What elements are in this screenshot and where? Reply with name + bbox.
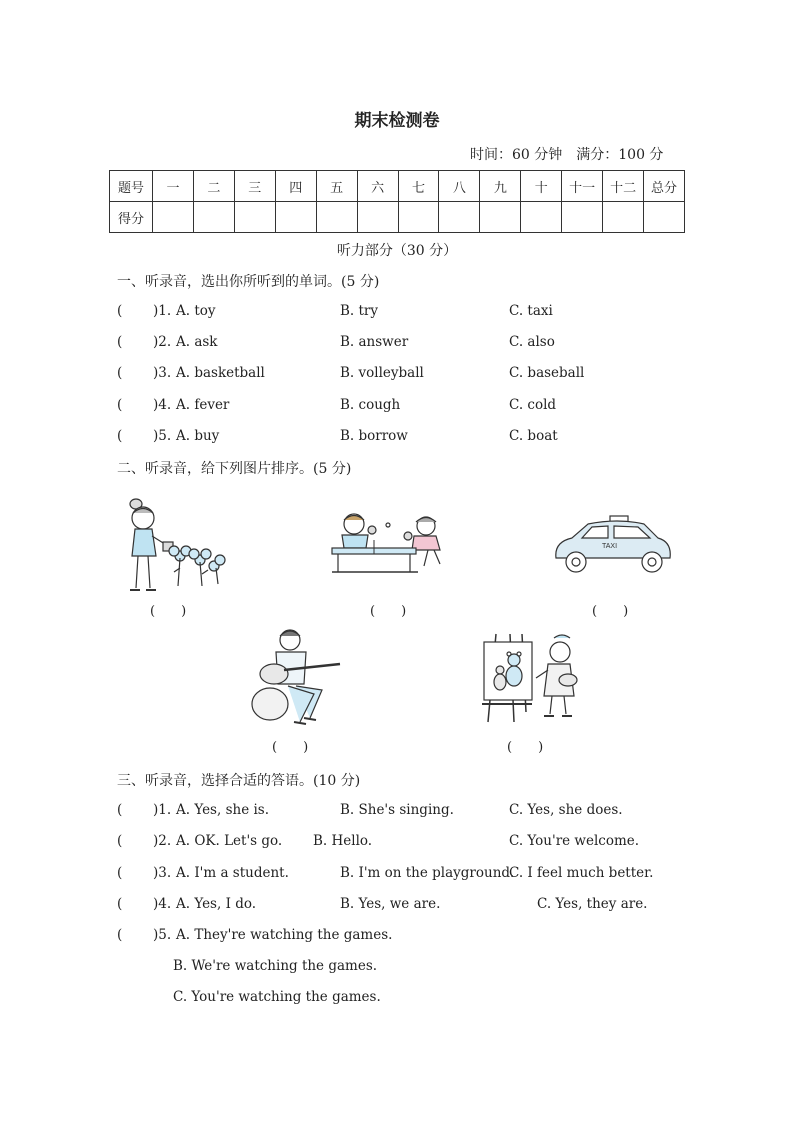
score-row-label: 得分 (110, 202, 153, 233)
order-blank[interactable]: ( ) (592, 604, 629, 619)
time-info: 时间：60 分钟 满分：100 分 (470, 147, 664, 163)
score-cell[interactable] (193, 202, 234, 233)
option-a: A. fever (176, 397, 230, 413)
question-number: )3. (153, 365, 172, 381)
answer-paren[interactable]: ( (117, 927, 123, 943)
option-a: A. They're watching the games. (176, 927, 393, 943)
score-header-label: 题号 (110, 171, 153, 202)
question-number: )2. (153, 334, 172, 350)
option-c: C. also (509, 334, 555, 350)
question-number: )1. (153, 802, 172, 818)
score-cell[interactable] (316, 202, 357, 233)
score-col: 总分 (644, 171, 685, 202)
section1-heading: 一、听录音，选出你所听到的单词。(5 分) (117, 274, 380, 290)
score-col: 二 (193, 171, 234, 202)
score-col: 十二 (603, 171, 644, 202)
score-cell[interactable] (603, 202, 644, 233)
page-title: 期末检测卷 (354, 111, 440, 131)
option-a: A. buy (176, 428, 220, 444)
question-number: )4. (153, 896, 172, 912)
answer-paren[interactable]: ( (117, 896, 123, 912)
ping-pong-picture (328, 510, 450, 578)
score-table (109, 170, 685, 233)
score-cell[interactable] (398, 202, 439, 233)
answer-paren[interactable]: ( (117, 833, 123, 849)
score-cell[interactable] (275, 202, 316, 233)
option-c: C. Yes, she does. (509, 802, 623, 818)
order-blank[interactable]: ( ) (507, 740, 544, 755)
option-b: B. cough (340, 397, 401, 413)
option-a: A. toy (176, 303, 216, 319)
answer-paren[interactable]: ( (117, 303, 123, 319)
score-col: 十一 (562, 171, 603, 202)
score-table-header-row (110, 171, 685, 202)
answer-paren[interactable]: ( (117, 334, 123, 350)
option-c: C. taxi (509, 303, 553, 319)
score-col: 五 (316, 171, 357, 202)
part-title: 听力部分（30 分） (336, 243, 458, 259)
option-b: B. volleyball (340, 365, 424, 381)
score-col: 十 (521, 171, 562, 202)
guitar-player-picture (248, 626, 342, 734)
score-col: 六 (357, 171, 398, 202)
option-b: B. answer (340, 334, 409, 350)
option-c: C. boat (509, 428, 558, 444)
score-col: 九 (480, 171, 521, 202)
question-number: )3. (153, 865, 172, 881)
score-cell[interactable] (644, 202, 685, 233)
score-col: 三 (234, 171, 275, 202)
option-b: B. Hello. (313, 833, 373, 849)
score-cell[interactable] (357, 202, 398, 233)
question-number: )2. (153, 833, 172, 849)
option-c: C. I feel much better. (509, 865, 654, 881)
score-cell[interactable] (234, 202, 275, 233)
option-b: B. I'm on the playground. (340, 865, 515, 881)
question-number: )5. (153, 927, 172, 943)
option-c: C. You're welcome. (509, 833, 640, 849)
score-cell[interactable] (439, 202, 480, 233)
option-a: A. ask (176, 334, 218, 350)
taxi-picture (548, 514, 676, 576)
score-cell[interactable] (521, 202, 562, 233)
score-cell[interactable] (480, 202, 521, 233)
option-a: A. Yes, I do. (176, 896, 257, 912)
painting-girl-picture (482, 630, 582, 726)
score-col: 七 (398, 171, 439, 202)
girl-watering-flowers-picture (118, 496, 228, 598)
score-cell[interactable] (153, 202, 194, 233)
order-blank[interactable]: ( ) (150, 604, 187, 619)
order-blank[interactable]: ( ) (370, 604, 407, 619)
option-c: C. cold (509, 397, 557, 413)
score-table-score-row (110, 202, 685, 233)
option-b: B. We're watching the games. (173, 958, 378, 974)
option-c: C. Yes, they are. (537, 896, 648, 912)
question-number: )1. (153, 303, 172, 319)
option-c: C. You're watching the games. (173, 989, 381, 1005)
section2-heading: 二、听录音，给下列图片排序。(5 分) (117, 461, 352, 477)
score-col: 一 (153, 171, 194, 202)
order-blank[interactable]: ( ) (272, 740, 309, 755)
section3-heading: 三、听录音，选择合适的答语。(10 分) (117, 773, 361, 789)
option-c: C. baseball (509, 365, 585, 381)
option-b: B. She's singing. (340, 802, 454, 818)
question-number: )5. (153, 428, 172, 444)
option-a: A. OK. Let's go. (176, 833, 283, 849)
option-a: A. basketball (176, 365, 265, 381)
option-b: B. borrow (340, 428, 408, 444)
answer-paren[interactable]: ( (117, 428, 123, 444)
option-a: A. Yes, she is. (176, 802, 270, 818)
score-col: 八 (439, 171, 480, 202)
option-a: A. I'm a student. (176, 865, 289, 881)
option-b: B. try (340, 303, 379, 319)
option-b: B. Yes, we are. (340, 896, 441, 912)
taxi-sign-text: TAXI (602, 543, 618, 550)
answer-paren[interactable]: ( (117, 397, 123, 413)
score-cell[interactable] (562, 202, 603, 233)
answer-paren[interactable]: ( (117, 365, 123, 381)
score-col: 四 (275, 171, 316, 202)
question-number: )4. (153, 397, 172, 413)
answer-paren[interactable]: ( (117, 865, 123, 881)
answer-paren[interactable]: ( (117, 802, 123, 818)
